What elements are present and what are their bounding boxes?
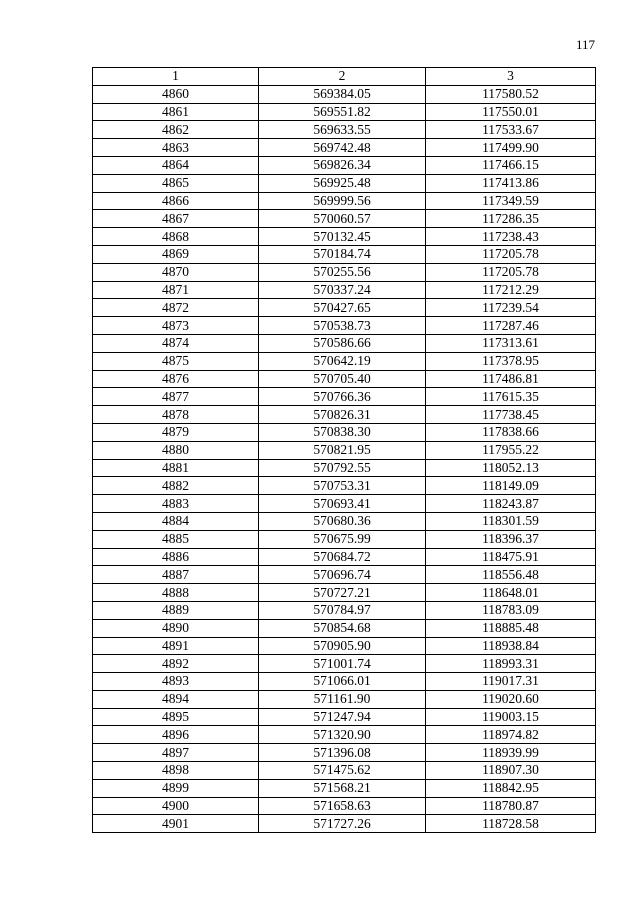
table-cell-col-2: 570753.31 xyxy=(259,477,426,495)
table-row xyxy=(93,601,596,619)
table-row xyxy=(93,584,596,602)
header-cell-col-1: 1 xyxy=(93,68,259,86)
table-row xyxy=(93,156,596,174)
table-cell-col-2: 570693.41 xyxy=(259,495,426,513)
table-cell-col-1: 4885 xyxy=(93,530,259,548)
table-row xyxy=(93,263,596,281)
table-cell-col-3: 117205.78 xyxy=(426,245,596,263)
table-row xyxy=(93,548,596,566)
coordinates-table xyxy=(92,67,596,833)
table-row xyxy=(93,317,596,335)
table-cell-col-2: 569551.82 xyxy=(259,103,426,121)
table-cell-col-3: 118728.58 xyxy=(426,815,596,833)
table-cell-col-3: 117738.45 xyxy=(426,406,596,424)
table-cell-col-1: 4876 xyxy=(93,370,259,388)
table-cell-col-2: 570684.72 xyxy=(259,548,426,566)
table-row xyxy=(93,673,596,691)
table-row xyxy=(93,762,596,780)
table-cell-col-1: 4867 xyxy=(93,210,259,228)
table-cell-col-2: 570784.97 xyxy=(259,601,426,619)
table-cell-col-1: 4866 xyxy=(93,192,259,210)
table-cell-col-2: 571066.01 xyxy=(259,673,426,691)
table-row xyxy=(93,441,596,459)
table-cell-col-2: 570680.36 xyxy=(259,512,426,530)
table-body xyxy=(93,68,596,833)
table-cell-col-3: 117466.15 xyxy=(426,156,596,174)
table-row xyxy=(93,388,596,406)
table-cell-col-3: 118556.48 xyxy=(426,566,596,584)
table-cell-col-1: 4884 xyxy=(93,512,259,530)
table-header-row xyxy=(93,68,596,86)
table-cell-col-2: 569826.34 xyxy=(259,156,426,174)
table-cell-col-2: 570255.56 xyxy=(259,263,426,281)
table-cell-col-1: 4872 xyxy=(93,299,259,317)
table-row xyxy=(93,637,596,655)
table-row xyxy=(93,708,596,726)
table-cell-col-1: 4893 xyxy=(93,673,259,691)
table-cell-col-2: 570792.55 xyxy=(259,459,426,477)
table-cell-col-1: 4865 xyxy=(93,174,259,192)
table-row xyxy=(93,103,596,121)
table-row xyxy=(93,495,596,513)
table-cell-col-3: 117486.81 xyxy=(426,370,596,388)
table-cell-col-2: 570538.73 xyxy=(259,317,426,335)
table-cell-col-3: 117286.35 xyxy=(426,210,596,228)
table-cell-col-2: 569742.48 xyxy=(259,139,426,157)
table-cell-col-2: 571396.08 xyxy=(259,744,426,762)
table-row xyxy=(93,619,596,637)
table-cell-col-3: 117349.59 xyxy=(426,192,596,210)
table-cell-col-2: 570838.30 xyxy=(259,423,426,441)
table-cell-col-1: 4892 xyxy=(93,655,259,673)
table-cell-col-3: 118974.82 xyxy=(426,726,596,744)
table-cell-col-2: 569633.55 xyxy=(259,121,426,139)
table-cell-col-3: 118885.48 xyxy=(426,619,596,637)
table-cell-col-3: 118475.91 xyxy=(426,548,596,566)
header-cell-col-3: 3 xyxy=(426,68,596,86)
table-row xyxy=(93,406,596,424)
table-cell-col-1: 4895 xyxy=(93,708,259,726)
table-row xyxy=(93,228,596,246)
table-cell-col-1: 4860 xyxy=(93,85,259,103)
table-cell-col-2: 569925.48 xyxy=(259,174,426,192)
table-row xyxy=(93,690,596,708)
table-cell-col-2: 570696.74 xyxy=(259,566,426,584)
table-cell-col-1: 4900 xyxy=(93,797,259,815)
table-row xyxy=(93,245,596,263)
table-cell-col-1: 4901 xyxy=(93,815,259,833)
table-cell-col-1: 4877 xyxy=(93,388,259,406)
table-cell-col-3: 117550.01 xyxy=(426,103,596,121)
table-cell-col-3: 117838.66 xyxy=(426,423,596,441)
table-row xyxy=(93,726,596,744)
table-cell-col-3: 117287.46 xyxy=(426,317,596,335)
table-cell-col-2: 571658.63 xyxy=(259,797,426,815)
table-cell-col-3: 118907.30 xyxy=(426,762,596,780)
table-cell-col-2: 569384.05 xyxy=(259,85,426,103)
table-row xyxy=(93,210,596,228)
table-cell-col-1: 4897 xyxy=(93,744,259,762)
table-row xyxy=(93,299,596,317)
table-row xyxy=(93,174,596,192)
table-cell-col-3: 117378.95 xyxy=(426,352,596,370)
table-cell-col-3: 117239.54 xyxy=(426,299,596,317)
table-cell-col-3: 117533.67 xyxy=(426,121,596,139)
table-cell-col-3: 119020.60 xyxy=(426,690,596,708)
table-cell-col-3: 118301.59 xyxy=(426,512,596,530)
table-cell-col-2: 571001.74 xyxy=(259,655,426,673)
table-cell-col-3: 117212.29 xyxy=(426,281,596,299)
table-cell-col-2: 571727.26 xyxy=(259,815,426,833)
table-cell-col-2: 570132.45 xyxy=(259,228,426,246)
table-row xyxy=(93,334,596,352)
table-cell-col-1: 4863 xyxy=(93,139,259,157)
table-row xyxy=(93,139,596,157)
table-row xyxy=(93,477,596,495)
table-cell-col-3: 117580.52 xyxy=(426,85,596,103)
table-cell-col-2: 571247.94 xyxy=(259,708,426,726)
table-cell-col-1: 4894 xyxy=(93,690,259,708)
table-cell-col-1: 4898 xyxy=(93,762,259,780)
table-row xyxy=(93,530,596,548)
table-cell-col-2: 571161.90 xyxy=(259,690,426,708)
table-cell-col-1: 4889 xyxy=(93,601,259,619)
table-cell-col-3: 117955.22 xyxy=(426,441,596,459)
table-row xyxy=(93,512,596,530)
table-row xyxy=(93,423,596,441)
table-cell-col-3: 118052.13 xyxy=(426,459,596,477)
table-cell-col-1: 4862 xyxy=(93,121,259,139)
table-cell-col-1: 4870 xyxy=(93,263,259,281)
table-row xyxy=(93,655,596,673)
table-cell-col-1: 4868 xyxy=(93,228,259,246)
table-row xyxy=(93,352,596,370)
table-cell-col-3: 117413.86 xyxy=(426,174,596,192)
table-cell-col-1: 4864 xyxy=(93,156,259,174)
table-cell-col-1: 4883 xyxy=(93,495,259,513)
table-cell-col-3: 117238.43 xyxy=(426,228,596,246)
table-cell-col-1: 4869 xyxy=(93,245,259,263)
table-cell-col-2: 570727.21 xyxy=(259,584,426,602)
table-cell-col-2: 570821.95 xyxy=(259,441,426,459)
table-cell-col-3: 117499.90 xyxy=(426,139,596,157)
table-cell-col-1: 4879 xyxy=(93,423,259,441)
table-cell-col-2: 571475.62 xyxy=(259,762,426,780)
table-cell-col-2: 570184.74 xyxy=(259,245,426,263)
table-row xyxy=(93,459,596,477)
table-cell-col-3: 117313.61 xyxy=(426,334,596,352)
table-cell-col-1: 4896 xyxy=(93,726,259,744)
table-cell-col-3: 118938.84 xyxy=(426,637,596,655)
table-cell-col-3: 118243.87 xyxy=(426,495,596,513)
table-row xyxy=(93,85,596,103)
table-row xyxy=(93,281,596,299)
table-cell-col-3: 118149.09 xyxy=(426,477,596,495)
table-row xyxy=(93,192,596,210)
table-cell-col-2: 570905.90 xyxy=(259,637,426,655)
table-cell-col-2: 570586.66 xyxy=(259,334,426,352)
table-cell-col-2: 570705.40 xyxy=(259,370,426,388)
table-cell-col-2: 570675.99 xyxy=(259,530,426,548)
table-cell-col-3: 118648.01 xyxy=(426,584,596,602)
table-row xyxy=(93,815,596,833)
table-cell-col-2: 570427.65 xyxy=(259,299,426,317)
table-cell-col-3: 119003.15 xyxy=(426,708,596,726)
table-cell-col-2: 571568.21 xyxy=(259,779,426,797)
header-cell-col-2: 2 xyxy=(259,68,426,86)
table-cell-col-3: 118842.95 xyxy=(426,779,596,797)
table-cell-col-1: 4873 xyxy=(93,317,259,335)
table-cell-col-3: 118396.37 xyxy=(426,530,596,548)
table-cell-col-2: 570766.36 xyxy=(259,388,426,406)
table-cell-col-1: 4882 xyxy=(93,477,259,495)
table-row xyxy=(93,779,596,797)
table-cell-col-1: 4899 xyxy=(93,779,259,797)
table-cell-col-1: 4888 xyxy=(93,584,259,602)
table-cell-col-2: 571320.90 xyxy=(259,726,426,744)
table-row xyxy=(93,370,596,388)
table-row xyxy=(93,744,596,762)
table-cell-col-2: 570337.24 xyxy=(259,281,426,299)
table-cell-col-3: 118783.09 xyxy=(426,601,596,619)
table-cell-col-3: 119017.31 xyxy=(426,673,596,691)
table-cell-col-1: 4881 xyxy=(93,459,259,477)
table-cell-col-3: 117205.78 xyxy=(426,263,596,281)
table-row xyxy=(93,121,596,139)
table-cell-col-1: 4886 xyxy=(93,548,259,566)
table-row xyxy=(93,566,596,584)
table-cell-col-2: 570060.57 xyxy=(259,210,426,228)
table-cell-col-2: 569999.56 xyxy=(259,192,426,210)
table-cell-col-1: 4887 xyxy=(93,566,259,584)
table-cell-col-2: 570642.19 xyxy=(259,352,426,370)
table-cell-col-3: 118939.99 xyxy=(426,744,596,762)
table-cell-col-1: 4880 xyxy=(93,441,259,459)
table-cell-col-1: 4874 xyxy=(93,334,259,352)
table-row xyxy=(93,797,596,815)
table-cell-col-1: 4875 xyxy=(93,352,259,370)
table-cell-col-1: 4878 xyxy=(93,406,259,424)
table-cell-col-2: 570826.31 xyxy=(259,406,426,424)
table-cell-col-1: 4890 xyxy=(93,619,259,637)
table-cell-col-1: 4871 xyxy=(93,281,259,299)
table-cell-col-2: 570854.68 xyxy=(259,619,426,637)
table-cell-col-3: 117615.35 xyxy=(426,388,596,406)
table-cell-col-3: 118993.31 xyxy=(426,655,596,673)
table-cell-col-3: 118780.87 xyxy=(426,797,596,815)
table-cell-col-1: 4891 xyxy=(93,637,259,655)
table-cell-col-1: 4861 xyxy=(93,103,259,121)
page-number: 117 xyxy=(575,37,595,52)
